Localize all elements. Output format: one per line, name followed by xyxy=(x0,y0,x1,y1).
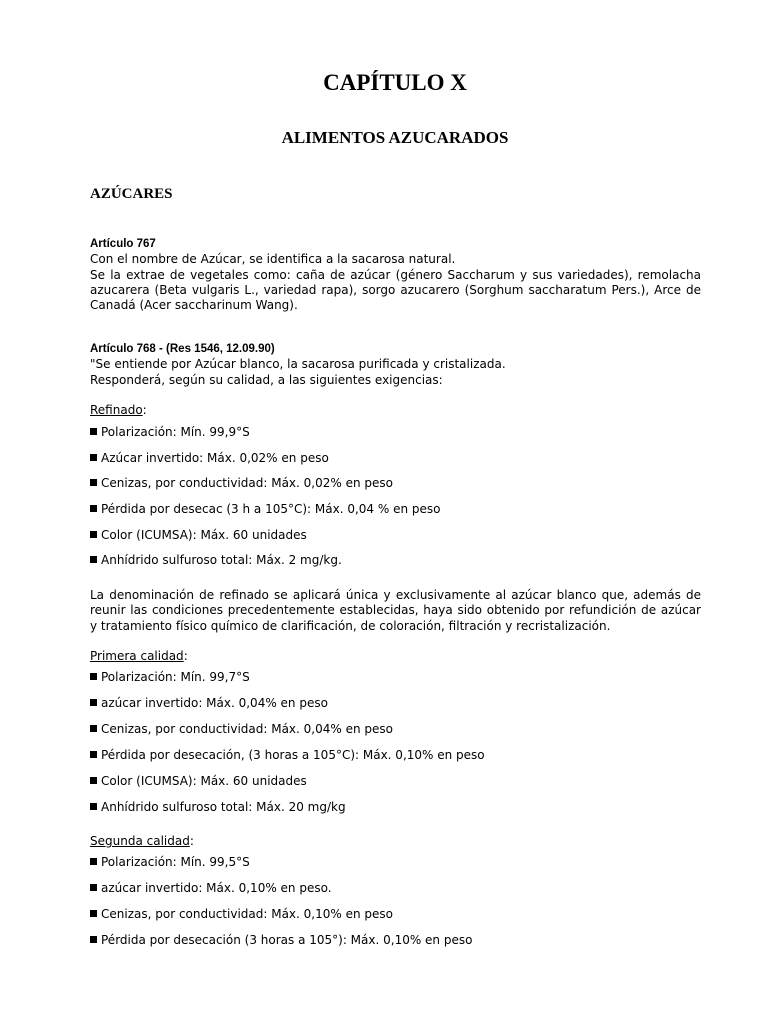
list-item: azúcar invertido: Máx. 0,04% en peso xyxy=(90,696,328,710)
bullet-square-icon xyxy=(90,479,97,486)
article-768-line1: "Se entiende por Azúcar blanco, la sacarosa purificada y cristalizada. xyxy=(90,357,506,372)
list-item: Color (ICUMSA): Máx. 60 unidades xyxy=(90,528,307,542)
list-item: Polarización: Mín. 99,7°S xyxy=(90,670,250,684)
article-767-paragraph: Se la extrae de vegetales como: caña de azúcar (género Saccharum y sus variedades), remolacha azucarera (Beta vulgaris L., variedad rapa), sorgo azucarero (Sorghum saccharatum Pers.), Arce de Canadá (Acer saccharinum Wang). xyxy=(90,267,701,313)
bullet-square-icon xyxy=(90,699,97,706)
bullet-square-icon xyxy=(90,803,97,810)
refinado-heading: Refinado: xyxy=(90,403,147,417)
article-767-title: Artículo 767 xyxy=(90,238,156,250)
list-item: azúcar invertido: Máx. 0,10% en peso. xyxy=(90,881,332,895)
segunda-calidad-heading: Segunda calidad: xyxy=(90,834,194,848)
article-768 xyxy=(90,342,701,388)
list-item: Cenizas, por conductividad: Máx. 0,04% en peso xyxy=(90,722,393,736)
list-item: Pérdida por desecac (3 h a 105°C): Máx. 0,04 % en peso xyxy=(90,502,440,516)
bullet-square-icon xyxy=(90,751,97,758)
bullet-square-icon xyxy=(90,673,97,680)
list-item: Color (ICUMSA): Máx. 60 unidades xyxy=(90,774,307,788)
primera-calidad-heading: Primera calidad: xyxy=(90,649,188,663)
bullet-square-icon xyxy=(90,884,97,891)
bullet-square-icon xyxy=(90,428,97,435)
article-767-line1: Con el nombre de Azúcar, se identifica a la sacarosa natural. xyxy=(90,252,456,267)
list-item: Polarización: Mín. 99,9°S xyxy=(90,425,250,439)
chapter-subtitle: ALIMENTOS AZUCARADOS xyxy=(281,128,509,147)
list-item: Pérdida por desecación (3 horas a 105°): Máx. 0,10% en peso xyxy=(90,933,472,947)
bullet-square-icon xyxy=(90,531,97,538)
list-item: Cenizas, por conductividad: Máx. 0,02% en peso xyxy=(90,476,393,490)
list-item: Polarización: Mín. 99,5°S xyxy=(90,855,250,869)
article-768-title: Artículo 768 - (Res 1546, 12.09.90) xyxy=(90,343,275,355)
section-heading: AZÚCARES xyxy=(90,186,173,202)
bullet-square-icon xyxy=(90,725,97,732)
bullet-square-icon xyxy=(90,556,97,563)
chapter-title: CAPÍTULO X xyxy=(323,70,467,95)
list-item: Anhídrido sulfuroso total: Máx. 20 mg/kg xyxy=(90,800,346,814)
article-767 xyxy=(90,237,701,313)
list-item: Cenizas, por conductividad: Máx. 0,10% en peso xyxy=(90,907,393,921)
list-item: Pérdida por desecación, (3 horas a 105°C): Máx. 0,10% en peso xyxy=(90,748,485,762)
bullet-square-icon xyxy=(90,858,97,865)
list-item: Anhídrido sulfuroso total: Máx. 2 mg/kg. xyxy=(90,553,342,567)
bullet-square-icon xyxy=(90,777,97,784)
bullet-square-icon xyxy=(90,910,97,917)
article-768-line2: Responderá, según su calidad, a las siguientes exigencias: xyxy=(90,372,443,387)
bullet-square-icon xyxy=(90,505,97,512)
bullet-square-icon xyxy=(90,936,97,943)
bullet-square-icon xyxy=(90,454,97,461)
refinado-note: La denominación de refinado se aplicará única y exclusivamente al azúcar blanco que, además de reunir las condiciones precedentemente establecidas, haya sido obtenido por refundición de azúcar y tratamiento físico químico de clarificación, de coloración, filtración y recristalización. xyxy=(90,588,701,633)
list-item: Azúcar invertido: Máx. 0,02% en peso xyxy=(90,451,329,465)
